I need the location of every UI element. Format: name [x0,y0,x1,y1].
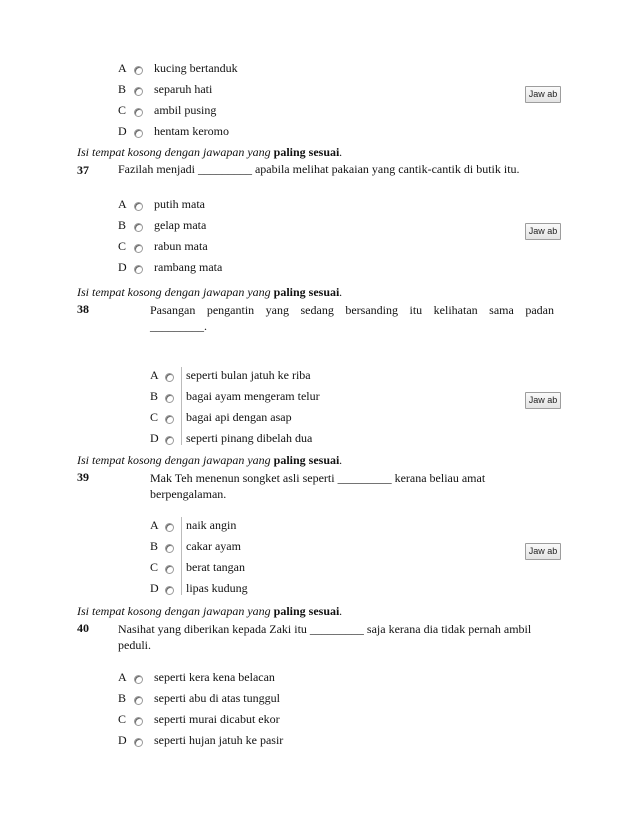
instruction-text [77,145,342,160]
instruction-text [77,604,342,619]
option-letter: B [150,389,159,403]
option-letter: B [118,218,127,232]
radio-button-q38-c[interactable] [165,415,174,424]
option-text: seperti kera kena belacan [154,670,275,684]
jawab-button-q38[interactable]: Jaw ab [525,392,561,409]
instruction-text [77,285,342,300]
question-number: 38 [77,302,89,316]
radio-button-q40-a[interactable] [134,675,143,684]
radio-button-q37-b[interactable] [134,223,143,232]
question-text-line-2: berpengalaman. [150,487,227,501]
radio-button-q37-a[interactable] [134,202,143,211]
instruction-suffix: . [339,285,343,299]
question-number: 40 [77,621,89,635]
question-text-line-1: Nasihat yang diberikan kepada Zaki itu _________ saja kerana dia tidak pernah ambil [118,622,532,636]
option-letter: A [118,197,127,211]
option-letter: A [118,61,127,75]
option-text: naik angin [186,518,237,532]
option-text: seperti pinang dibelah dua [186,431,313,445]
jawab-button-q39[interactable]: Jaw ab [525,543,561,560]
option-letter: B [118,691,127,705]
radio-button-q38-d[interactable] [165,436,174,445]
question-text-line-2: _________. [150,319,207,333]
radio-button-q39-d[interactable] [165,586,174,595]
option-letter: D [118,260,127,274]
option-divider [181,517,182,595]
option-letter: A [118,670,127,684]
radio-button-q36-d[interactable] [134,129,143,138]
question-number: 37 [77,163,89,177]
option-letter: B [150,539,159,553]
option-text: rambang mata [154,260,223,274]
radio-button-q40-d[interactable] [134,738,143,747]
radio-button-q36-a[interactable] [134,66,143,75]
option-letter: A [150,368,159,382]
instruction-prefix: Isi tempat kosong dengan jawapan yang [77,453,271,467]
question-text-line-1: Mak Teh menenun songket asli seperti _________ kerana beliau amat [150,471,486,485]
radio-button-q37-d[interactable] [134,265,143,274]
option-text: seperti murai dicabut ekor [154,712,280,726]
radio-button-q40-c[interactable] [134,717,143,726]
option-letter: D [118,124,127,138]
option-divider [181,367,182,445]
instruction-suffix: . [339,604,343,618]
radio-button-q38-b[interactable] [165,394,174,403]
option-letter: C [118,103,127,117]
option-text: hentam keromo [154,124,229,138]
instruction-emphasis: paling sesuai [273,285,340,299]
radio-button-q36-b[interactable] [134,87,143,96]
radio-button-q39-c[interactable] [165,565,174,574]
instruction-prefix: Isi tempat kosong dengan jawapan yang [77,285,271,299]
option-letter: D [150,581,159,595]
option-text: seperti abu di atas tunggul [154,691,280,705]
question-number: 39 [77,470,89,484]
instruction-text [77,453,342,468]
jawab-button-q37[interactable]: Jaw ab [525,223,561,240]
option-letter: B [118,82,127,96]
radio-button-q38-a[interactable] [165,373,174,382]
option-text: ambil pusing [154,103,217,117]
instruction-suffix: . [339,145,343,159]
option-letter: D [118,733,127,747]
jawab-button-q36[interactable]: Jaw ab [525,86,561,103]
option-text: lipas kudung [186,581,248,595]
instruction-suffix: . [339,453,343,467]
option-text: cakar ayam [186,539,241,553]
radio-button-q40-b[interactable] [134,696,143,705]
option-letter: C [150,410,159,424]
option-text: gelap mata [154,218,207,232]
question-text-line-1: Pasangan pengantin yang sedang bersanding itu kelihatan sama padan [150,303,554,317]
option-text: rabun mata [154,239,208,253]
option-text: kucing bertanduk [154,61,238,75]
instruction-prefix: Isi tempat kosong dengan jawapan yang [77,145,271,159]
instruction-prefix: Isi tempat kosong dengan jawapan yang [77,604,271,618]
option-text: bagai api dengan asap [186,410,292,424]
option-letter: C [118,239,127,253]
option-letter: D [150,431,159,445]
option-text: putih mata [154,197,205,211]
option-text: seperti hujan jatuh ke pasir [154,733,284,747]
option-text: bagai ayam mengeram telur [186,389,320,403]
radio-button-q36-c[interactable] [134,108,143,117]
radio-button-q37-c[interactable] [134,244,143,253]
instruction-emphasis: paling sesuai [273,145,340,159]
option-letter: C [118,712,127,726]
option-text: separuh hati [154,82,213,96]
instruction-emphasis: paling sesuai [273,453,340,467]
radio-button-q39-a[interactable] [165,523,174,532]
question-text: Fazilah menjadi _________ apabila melihat pakaian yang cantik-cantik di butik itu. [118,162,520,176]
radio-button-q39-b[interactable] [165,544,174,553]
option-text: seperti bulan jatuh ke riba [186,368,311,382]
option-letter: A [150,518,159,532]
instruction-emphasis: paling sesuai [273,604,340,618]
option-letter: C [150,560,159,574]
option-text: berat tangan [186,560,245,574]
question-text-line-2: peduli. [118,638,151,652]
